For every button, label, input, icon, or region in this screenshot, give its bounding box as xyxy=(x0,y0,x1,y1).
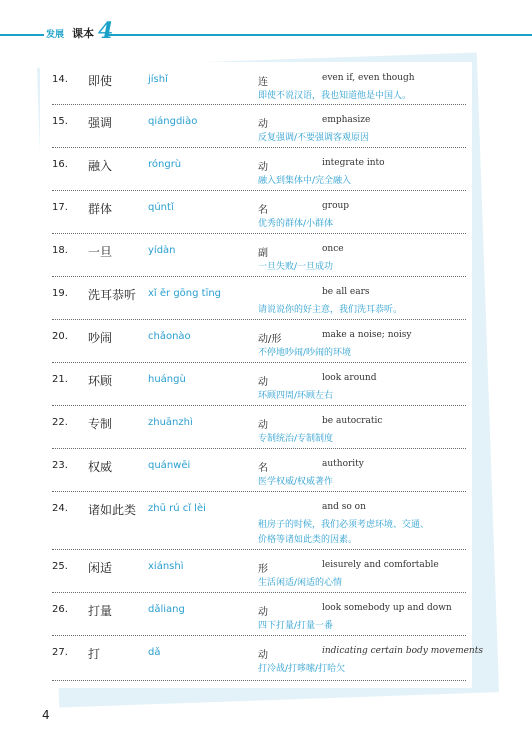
entry-english: leisurely and comfortable xyxy=(322,560,439,570)
entry-pinyin: chǎonào xyxy=(148,331,191,342)
entry-english: indicating certain body movements xyxy=(322,646,483,656)
entry-pos: 动 xyxy=(258,162,268,173)
entry-english: even if, even though xyxy=(322,73,415,83)
vocab-entry xyxy=(52,493,466,550)
entry-example: 四下打量/打量一番 xyxy=(258,621,334,631)
entry-english: be autocratic xyxy=(322,416,383,426)
entry-example: 价格等诸如此类的因素。 xyxy=(258,535,358,545)
entry-english: emphasize xyxy=(322,115,371,125)
entry-word: 融入 xyxy=(88,159,113,173)
vocabulary-panel xyxy=(40,62,483,688)
entry-example: 打冷战/打哆嗦/打哈欠 xyxy=(258,664,346,674)
entry-number: 18. xyxy=(52,245,68,256)
entry-example: 专制统治/专制制度 xyxy=(258,434,334,444)
entry-pinyin: dǎ xyxy=(148,647,161,658)
entry-example: 生活闲适/闲适的心情 xyxy=(258,578,343,588)
entry-pinyin: huángù xyxy=(148,374,186,385)
vocab-entry xyxy=(52,106,466,148)
entry-pinyin: xǐ ěr gōng tīng xyxy=(148,288,222,299)
entry-number: 22. xyxy=(52,417,68,428)
entry-example: 医学权威/权威著作 xyxy=(258,477,334,487)
vocab-entry xyxy=(52,594,466,636)
entry-example: 租房子的时候，我们必须考虑环境、交通、 xyxy=(258,520,430,530)
entry-number: 17. xyxy=(52,202,68,213)
entry-word: 群体 xyxy=(88,202,113,216)
vocab-entry xyxy=(52,364,466,406)
vocab-entry xyxy=(52,192,466,234)
vocab-entry xyxy=(52,407,466,449)
entry-word: 环顾 xyxy=(88,374,113,388)
entry-number: 19. xyxy=(52,288,68,299)
entry-pos: 副 xyxy=(258,248,268,259)
vocab-entry xyxy=(52,321,466,363)
entry-number: 24. xyxy=(52,503,68,514)
entry-english: look somebody up and down xyxy=(322,603,452,613)
vocab-entry xyxy=(52,450,466,492)
entry-example: 不停地吵闹/吵闹的环境 xyxy=(258,348,352,358)
entry-english: authority xyxy=(322,459,364,469)
vocab-entry xyxy=(52,551,466,593)
entry-number: 15. xyxy=(52,116,68,127)
entry-pinyin: xiánshì xyxy=(148,561,184,572)
entry-number: 20. xyxy=(52,331,68,342)
entry-example: 优秀的群体/小群体 xyxy=(258,219,334,229)
series-label: 发展 xyxy=(46,30,65,40)
entry-pos: 动 xyxy=(258,377,268,388)
entry-word: 权威 xyxy=(88,460,113,474)
entry-pinyin: zhuānzhì xyxy=(148,417,193,428)
vocab-entry xyxy=(52,637,483,681)
entry-word: 洗耳恭听 xyxy=(88,288,137,302)
entry-number: 26. xyxy=(52,604,68,615)
entry-example: 环顾四周/环顾左右 xyxy=(258,391,334,401)
entry-pos: 名 xyxy=(258,463,268,474)
entry-number: 25. xyxy=(52,561,68,572)
vocab-entry xyxy=(52,64,466,105)
entry-pinyin: qiángdiào xyxy=(148,116,198,127)
entry-pos: 形 xyxy=(258,564,268,575)
entry-word: 闲适 xyxy=(88,561,113,575)
entry-word: 打 xyxy=(88,647,101,661)
entry-example: 即使不说汉语，我也知道他是中国人。 xyxy=(258,91,412,101)
entry-example: 反复强调/不要强调客观原因 xyxy=(258,133,370,143)
entry-word: 即使 xyxy=(88,74,113,88)
entry-english: be all ears xyxy=(322,287,370,297)
entry-pos: 动 xyxy=(258,420,268,431)
entry-pos: 动 xyxy=(258,607,268,618)
entry-number: 21. xyxy=(52,374,68,385)
entry-number: 16. xyxy=(52,159,68,170)
entry-english: group xyxy=(322,201,350,211)
book-label: 课本 xyxy=(72,27,94,40)
page-number: 4 xyxy=(42,708,50,722)
vocab-entry xyxy=(52,235,466,277)
entry-english: and so on xyxy=(322,502,366,512)
entry-word: 一旦 xyxy=(88,245,113,259)
entry-pinyin: dǎliang xyxy=(148,604,185,615)
entry-pos: 名 xyxy=(258,205,268,216)
entry-word: 专制 xyxy=(88,417,113,431)
entry-number: 27. xyxy=(52,647,68,658)
entry-word: 诸如此类 xyxy=(88,503,137,517)
volume-number: 4 xyxy=(98,18,114,44)
entry-example: 融入到集体中/完全融入 xyxy=(258,176,352,186)
entry-pinyin: quánwēi xyxy=(148,460,191,471)
entry-example: 请说说你的好主意，我们洗耳恭听。 xyxy=(258,305,403,315)
entry-pos: 连 xyxy=(258,77,268,88)
entry-pinyin: yídàn xyxy=(148,245,176,256)
entry-word: 打量 xyxy=(88,604,113,618)
entry-number: 14. xyxy=(52,74,68,85)
entry-pos: 动 xyxy=(258,650,268,661)
vocab-entry xyxy=(52,278,466,320)
entry-pos: 动 xyxy=(258,119,268,130)
entry-english: integrate into xyxy=(322,158,385,168)
entry-pinyin: zhū rú cǐ lèi xyxy=(148,503,206,514)
entry-example: 一旦失败/一旦成功 xyxy=(258,262,334,272)
entry-pos: 动/形 xyxy=(258,334,282,345)
entry-english: look around xyxy=(322,373,377,383)
entry-word: 强调 xyxy=(88,116,113,130)
entry-pinyin: qúntǐ xyxy=(148,202,174,213)
vocab-entry xyxy=(52,149,466,191)
entry-number: 23. xyxy=(52,460,68,471)
entry-word: 吵闹 xyxy=(88,331,113,345)
entry-pinyin: jíshǐ xyxy=(148,74,168,85)
entry-pinyin: róngrù xyxy=(148,159,182,170)
entry-english: once xyxy=(322,244,344,254)
entry-english: make a noise; noisy xyxy=(322,330,412,340)
